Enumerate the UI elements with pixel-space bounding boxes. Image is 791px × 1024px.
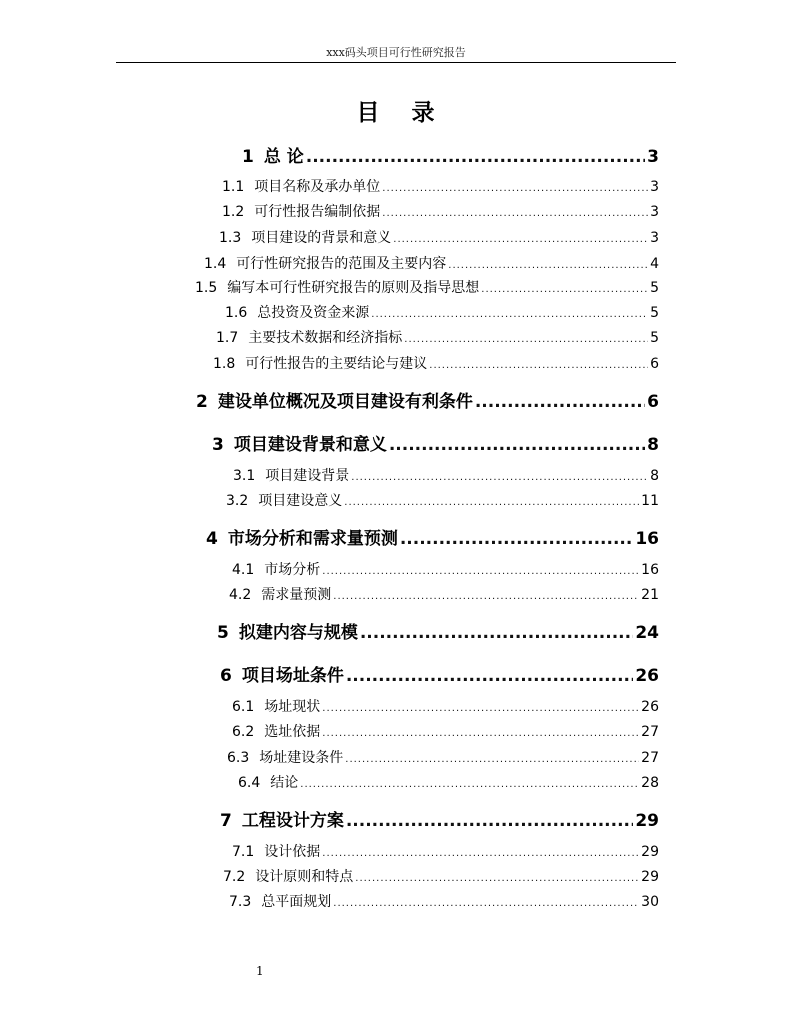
toc-entry-page: 29 [641,844,659,860]
toc-entry-number: 6.4 [238,775,261,791]
toc-entry-label: 项目建设背景和意义 [233,435,387,455]
toc-entry-label: 场址建设条件 [259,750,344,766]
toc-leader [382,183,648,194]
toc-entry[interactable] [232,841,659,861]
toc-leader [400,529,633,549]
toc-entry[interactable] [238,772,659,792]
toc-entry-page: 11 [641,493,659,509]
toc-entry-page: 30 [641,894,659,910]
toc-entry[interactable] [222,176,659,196]
toc-entry-label: 建设单位概况及项目建设有利条件 [217,392,473,412]
toc-entry-label: 设计原则和特点 [255,869,354,885]
toc-entry[interactable] [195,277,659,297]
toc-entry[interactable] [242,142,659,167]
toc-entry-number: 1.2 [222,204,245,220]
toc-entry-label: 编写本可行性研究报告的原则及指导思想 [227,280,480,296]
toc-entry[interactable] [225,302,659,322]
toc-entry[interactable] [216,327,659,347]
toc-entry[interactable] [232,559,659,579]
toc-entry[interactable] [217,618,659,643]
toc-entry-page: 3 [650,204,659,220]
toc-leader [333,898,639,909]
toc-leader [300,779,639,790]
toc-entry-label: 项目建设的背景和意义 [251,230,392,246]
toc-entry-number: 1.8 [213,356,236,372]
toc-leader [322,848,639,859]
toc-entry[interactable] [220,661,659,686]
toc-entry-page: 24 [635,623,659,643]
toc-leader [355,873,639,884]
toc-entry-number: 7.2 [223,869,246,885]
toc-entry-number: 2 [196,392,208,412]
toc-entry-page: 29 [635,811,659,831]
page-number: 1 [256,964,264,978]
toc-leader [371,309,648,320]
toc-entry-page: 28 [641,775,659,791]
toc-entry-number: 1.1 [222,179,245,195]
toc-entry[interactable] [232,721,659,741]
toc-entry-page: 5 [650,305,659,321]
toc-entry-number: 1.6 [225,305,248,321]
toc-entry[interactable] [219,227,659,247]
toc-leader [322,703,639,714]
toc-entry-label: 工程设计方案 [241,811,344,831]
toc-entry-page: 26 [635,666,659,686]
toc-leader [448,260,648,271]
toc-entry-label: 总平面规划 [261,894,332,910]
toc-entry-label: 可行性报告编制依据 [254,204,381,220]
toc-entry[interactable] [213,353,659,373]
toc-entry-page: 26 [641,699,659,715]
toc-leader [360,623,633,643]
toc-entry-label: 拟建内容与规模 [238,623,358,643]
toc-entry[interactable] [204,253,659,273]
toc-entry-page: 16 [641,562,659,578]
toc-title: 目 录 [356,100,447,126]
toc-leader [344,497,639,508]
toc-entry-label: 市场分析 [264,562,321,578]
toc-entry-label: 需求量预测 [261,587,332,603]
toc-entry[interactable] [212,430,659,455]
toc-leader [429,360,648,371]
toc-leader [322,566,639,577]
toc-entry-number: 3 [212,435,224,455]
toc-entry-label: 可行性研究报告的范围及主要内容 [236,256,447,272]
toc-entry-page: 27 [641,724,659,740]
toc-entry-number: 5 [217,623,229,643]
toc-leader [475,392,645,412]
toc-entry-page: 5 [650,280,659,296]
toc-entry-page: 5 [650,330,659,346]
toc-entry-number: 1.4 [204,256,227,272]
toc-leader [382,208,648,219]
toc-entry[interactable] [206,524,659,549]
toc-entry-number: 7 [220,811,232,831]
toc-entry-page: 8 [647,435,659,455]
toc-entry[interactable] [229,891,659,911]
toc-entry-number: 1.5 [195,280,218,296]
toc-entry-number: 4 [206,529,218,549]
toc-entry-page: 6 [647,392,659,412]
toc-entry-page: 3 [650,179,659,195]
toc-entry-page: 8 [650,468,659,484]
toc-entry-label: 项目场址条件 [241,666,344,686]
toc-entry-label: 项目建设背景 [265,468,350,484]
toc-entry-page: 6 [650,356,659,372]
toc-entry-number: 1 [242,147,254,167]
toc-entry[interactable] [227,747,659,767]
toc-leader [333,591,639,602]
toc-entry-label: 项目建设意义 [258,493,343,509]
toc-entry-number: 1.3 [219,230,242,246]
toc-entry-label: 总投资及资金来源 [257,305,370,321]
toc-entry-number: 4.2 [229,587,252,603]
toc-entry-number: 6 [220,666,232,686]
toc-leader [351,472,648,483]
toc-entry-number: 3.2 [226,493,249,509]
toc-entry-number: 7.3 [229,894,252,910]
toc-entry-label: 主要技术数据和经济指标 [248,330,403,346]
toc-entry-label: 可行性报告的主要结论与建议 [245,356,428,372]
toc-entry-page: 21 [641,587,659,603]
toc-entry-label: 总 论 [263,147,304,167]
toc-entry-number: 4.1 [232,562,255,578]
toc-entry[interactable] [229,584,659,604]
toc-entry[interactable] [222,201,659,221]
toc-leader [481,284,648,295]
toc-entry-label: 市场分析和需求量预测 [227,529,398,549]
running-header: xxx码头项目可行性研究报告 [326,46,466,59]
toc-entry-page: 29 [641,869,659,885]
toc-entry[interactable] [196,387,659,412]
toc-entry-page: 3 [650,230,659,246]
toc-entry[interactable] [232,696,659,716]
toc-entry[interactable] [220,806,659,831]
toc-leader [306,147,645,167]
toc-entry-number: 6.1 [232,699,255,715]
toc-leader [404,334,648,345]
toc-entry-page: 4 [650,256,659,272]
toc-leader [322,728,639,739]
toc-entry-number: 1.7 [216,330,239,346]
toc-entry-label: 选址依据 [264,724,321,740]
toc-leader [346,666,633,686]
toc-entry-page: 16 [635,529,659,549]
toc-entry[interactable] [223,866,659,886]
toc-entry-number: 7.1 [232,844,255,860]
toc-entry-page: 27 [641,750,659,766]
toc-entry-number: 6.3 [227,750,250,766]
toc-entry-number: 6.2 [232,724,255,740]
toc-entry-label: 设计依据 [264,844,321,860]
toc-entry-label: 场址现状 [264,699,321,715]
toc-entry[interactable] [233,465,659,485]
toc-leader [393,234,648,245]
toc-entry-page: 3 [647,147,659,167]
toc-entry-number: 3.1 [233,468,256,484]
toc-entry-label: 项目名称及承办单位 [254,179,381,195]
toc-entry[interactable] [226,490,659,510]
toc-leader [346,811,633,831]
toc-entry-label: 结论 [270,775,299,791]
toc-leader [389,435,645,455]
toc-leader [345,754,639,765]
